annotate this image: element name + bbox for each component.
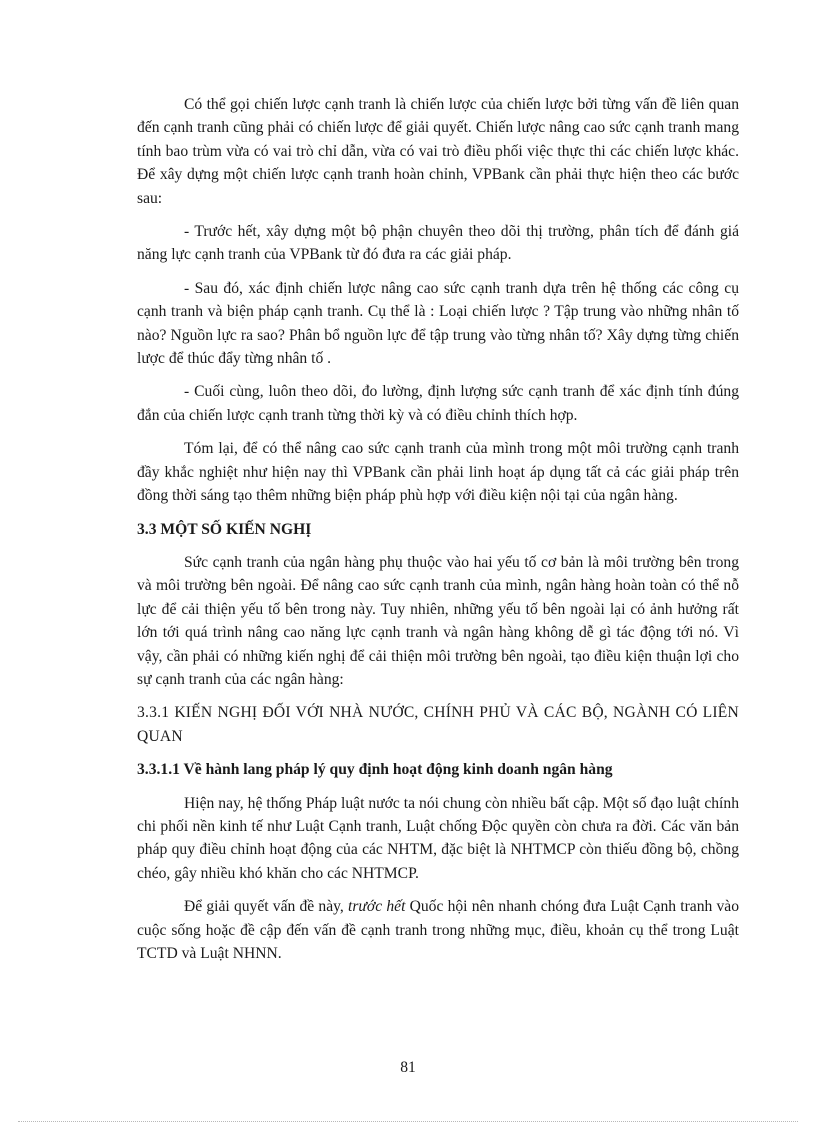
paragraph-strategy-intro: Có thể gọi chiến lược cạnh tranh là chiến lược của chiến lược bởi từng vấn đề liên quan đến cạnh tranh cũng phải có chiến lược để giải quyết. Chiến lược nâng cao sức cạnh tranh mang tính bao trùm vừa có vai trò chỉ dẫn, vừa có vai trò điều phối việc thực thi các chiến lược khác. Để xây dựng một chiến lược cạnh tranh hoàn chỉnh, VPBank cần phải thực hiện theo các bước sau: (137, 96, 739, 207)
section-heading: 3.3 MỘT SỐ KIẾN NGHỊ (137, 520, 312, 538)
paragraph-legal-framework: Hiện nay, hệ thống Pháp luật nước ta nói chung còn nhiều bất cập. Một số đạo luật chính chi phối nền kinh tế như Luật Cạnh tranh, Luật chống Độc quyền còn chưa ra đời. Các văn bản pháp quy điều chỉnh hoạt động của các NHTM, đặc biệt là NHTMCP còn thiếu đồng bộ, chồng chéo, gây nhiều khó khăn cho các NHTMCP. (137, 794, 739, 882)
page-number: 81 (400, 1059, 416, 1076)
paragraph-resolution (137, 895, 739, 965)
paragraph-step-first: - Trước hết, xây dựng một bộ phận chuyên theo dõi thị trường, phân tích để đánh giá năng lực cạnh tranh của VPBank từ đó đưa ra các giải pháp. (137, 223, 739, 264)
resolution-text-after: Quốc hội nên nhanh chóng đưa Luật Cạnh tranh vào cuộc sống hoặc đề cập đến vấn đề cạnh tranh trong những mục, điều, khoản cụ thể trong Luật TCTD và Luật NHNN. (137, 898, 740, 962)
paragraph-section-intro: Sức cạnh tranh của ngân hàng phụ thuộc vào hai yếu tố cơ bản là môi trường bên trong và môi trường bên ngoài. Để nâng cao sức cạnh tranh của mình, ngân hàng hoàn toàn có thể nỗ lực để cải thiện yếu tố bên trong này. Tuy nhiên, những yếu tố bên ngoài lại có ảnh hưởng rất lớn tới quá trình nâng cao năng lực cạnh tranh và ngân hàng không dễ gì tác động tới nó. Vì vậy, cần phải có những kiến nghị để cải thiện môi trường bên ngoài, tạo điều kiện thuận lợi cho sự cạnh tranh của các ngân hàng: (137, 553, 739, 688)
subsubsection-heading: 3.3.1.1 Về hành lang pháp lý quy định hoạt động kinh doanh ngân hàng (137, 761, 613, 779)
paragraph-step-then: - Sau đó, xác định chiến lược nâng cao sức cạnh tranh dựa trên hệ thống các công cụ cạnh tranh và biện pháp cạnh tranh. Cụ thể là : Loại chiến lược ? Tập trung vào những nhân tố nào? Nguồn lực ra sao? Phân bổ nguồn lực để tập trung vào từng nhân tố? Xây dựng từng chiến lược để thúc đẩy từng nhân tố . (137, 279, 739, 368)
resolution-text-before: Để giải quyết vấn đề này, (184, 898, 349, 916)
resolution-text-italic: trước hết (348, 898, 406, 916)
paragraph-summary: Tóm lại, để có thể nâng cao sức cạnh tranh của mình trong một môi trường cạnh tranh đầy khắc nghiệt như hiện nay thì VPBank cần phải linh hoạt áp dụng tất cả các giải pháp trên đồng thời sáng tạo thêm những biện pháp phù hợp với điều kiện nội tại của ngân hàng. (137, 440, 739, 505)
paragraph-step-finally: - Cuối cùng, luôn theo dõi, đo lường, định lượng sức cạnh tranh để xác định tính đúng đắn của chiến lược cạnh tranh từng thời kỳ và có điều chỉnh thích hợp. (137, 383, 739, 424)
page-content (137, 93, 739, 975)
subsection-heading: 3.3.1 KIẾN NGHỊ ĐỐI VỚI NHÀ NƯỚC, CHÍNH PHỦ VÀ CÁC BỘ, NGÀNH CÓ LIÊN QUAN (137, 704, 739, 745)
page-bottom-divider (18, 1121, 798, 1122)
